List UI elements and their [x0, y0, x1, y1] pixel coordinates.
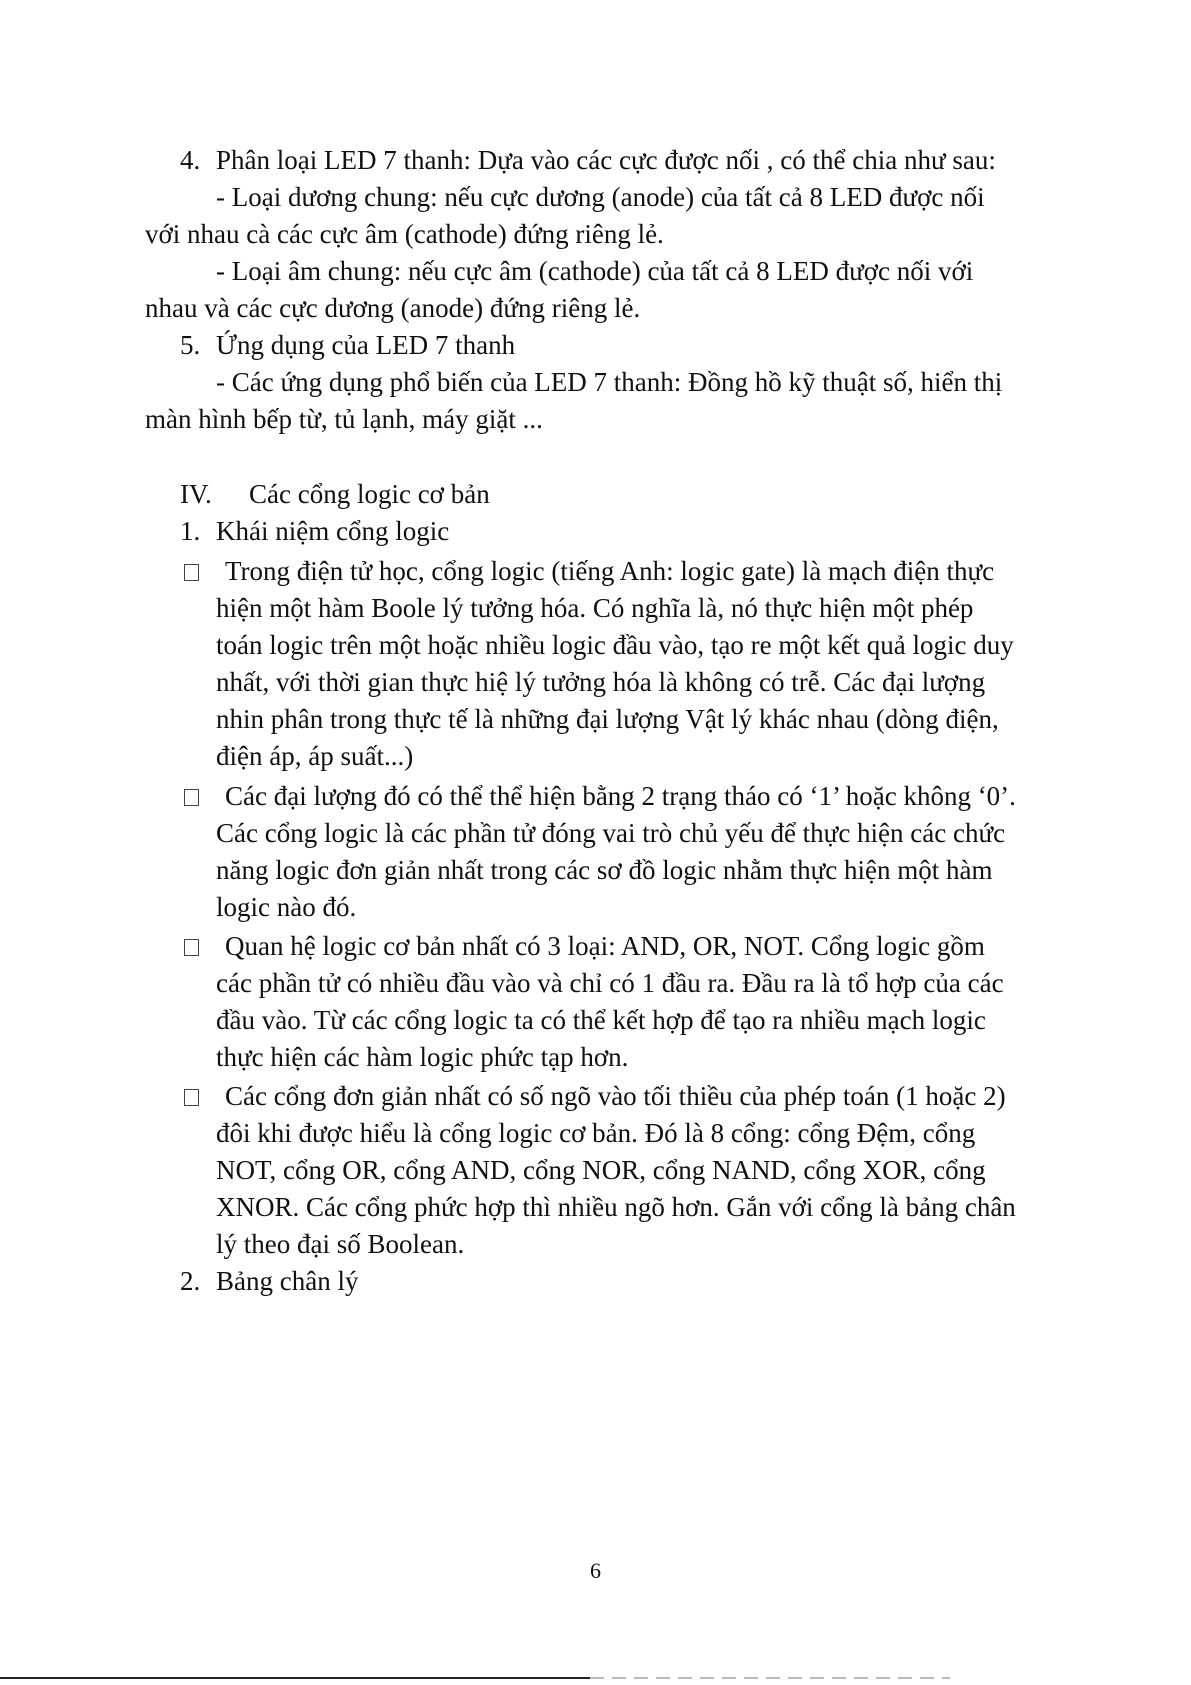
bullet-4-line-1: Các cổng đơn giản nhất có số ngõ vào tối thiều của phép toán (1 hoặc 2) [225, 1081, 1006, 1111]
anode-common-line-1: - Loại dương chung: nếu cực dương (anode) của tất cả 8 LED được nối [216, 182, 985, 212]
page-number: 6 [590, 1558, 601, 1583]
bullet-4-line-4: XNOR. Các cổng phức hợp thì nhiều ngõ hơn. Gắn với cổng là bảng chân [216, 1192, 1016, 1222]
chapter-number: IV. [180, 479, 212, 509]
item-2-number: 2. [180, 1266, 201, 1296]
bullet-1-line-2: hiện một hàm Boole lý tưởng hóa. Có nghĩa là, nó thực hiện một phép [216, 593, 974, 623]
bullet-4-line-2: đôi khi được hiểu là cổng logic cơ bản. Đó là 8 cổng: cổng Đệm, cổng [216, 1118, 976, 1148]
page-bottom-faint-rule [590, 1677, 950, 1679]
bullet-icon [184, 789, 199, 806]
bullet-2-line-2: Các cổng logic là các phần tử đóng vai trò chủ yếu để thực hiện các chức [216, 818, 1006, 848]
bullet-1-line-5: nhin phân trong thực tế là những đại lượng Vật lý khác nhau (dòng điện, [216, 704, 999, 734]
bullet-2-line-1: Các đại lượng đó có thể thể hiện bằng 2 trạng tháo có ‘1’ hoặc không ‘0’. [225, 781, 1016, 811]
page-bottom-rule [0, 1677, 590, 1679]
anode-common-line-2: với nhau cà các cực âm (cathode) đứng riêng lẻ. [145, 219, 664, 249]
section-5-heading: Ứng dụng của LED 7 thanh [216, 330, 516, 360]
bullet-3-line-3: đầu vào. Từ các cổng logic ta có thể kết hợp để tạo ra nhiều mạch logic [216, 1005, 986, 1035]
item-2-heading: Bảng chân lý [216, 1266, 359, 1296]
cathode-common-line-2: nhau và các cực dương (anode) đứng riêng lẻ. [145, 293, 641, 323]
item-1-heading: Khái niệm cổng logic [216, 516, 450, 546]
bullet-3-line-2: các phần tử có nhiều đầu vào và chỉ có 1 đầu ra. Đầu ra là tổ hợp của các [216, 968, 1004, 998]
bullet-1-line-6: điện áp, áp suất...) [216, 741, 414, 771]
section-4-heading: Phân loại LED 7 thanh: Dựa vào các cực được nối , có thể chia như sau: [216, 145, 996, 175]
bullet-1-line-3: toán logic trên một hoặc nhiều logic đầu vào, tạo re một kết quả logic duy [216, 630, 1014, 660]
bullet-1-line-4: nhất, với thời gian thực hiệ lý tưởng hóa là không có trễ. Các đại lượng [216, 667, 986, 697]
bullet-icon [184, 939, 199, 956]
section-4-number: 4. [180, 145, 201, 175]
bullet-2-line-4: logic nào đó. [216, 892, 357, 922]
bullet-3-line-4: thực hiện các hàm logic phức tạp hơn. [216, 1042, 629, 1072]
section-5-number: 5. [180, 330, 201, 360]
bullet-icon [184, 564, 199, 581]
chapter-title: Các cổng logic cơ bản [249, 479, 490, 509]
bullet-1-line-1: Trong điện tử học, cổng logic (tiếng Anh: logic gate) là mạch điện thực [225, 556, 995, 586]
bullet-3-line-1: Quan hệ logic cơ bản nhất có 3 loại: AND, OR, NOT. Cổng logic gồm [225, 931, 985, 961]
bullet-icon [184, 1089, 199, 1106]
section-5-body-line-1: - Các ứng dụng phổ biến của LED 7 thanh: Đồng hồ kỹ thuật số, hiển thị [216, 367, 1003, 397]
bullet-2-line-3: năng logic đơn giản nhất trong các sơ đồ logic nhằm thực hiện một hàm [216, 855, 993, 885]
bullet-4-line-5: lý theo đại số Boolean. [216, 1229, 465, 1259]
bullet-4-line-3: NOT, cổng OR, cổng AND, cổng NOR, cổng NAND, cổng XOR, cổng [216, 1155, 986, 1185]
item-1-number: 1. [180, 516, 201, 546]
cathode-common-line-1: - Loại âm chung: nếu cực âm (cathode) của tất cả 8 LED được nối với [216, 256, 974, 286]
section-5-body-line-2: màn hình bếp từ, tủ lạnh, máy giặt ... [145, 404, 543, 434]
